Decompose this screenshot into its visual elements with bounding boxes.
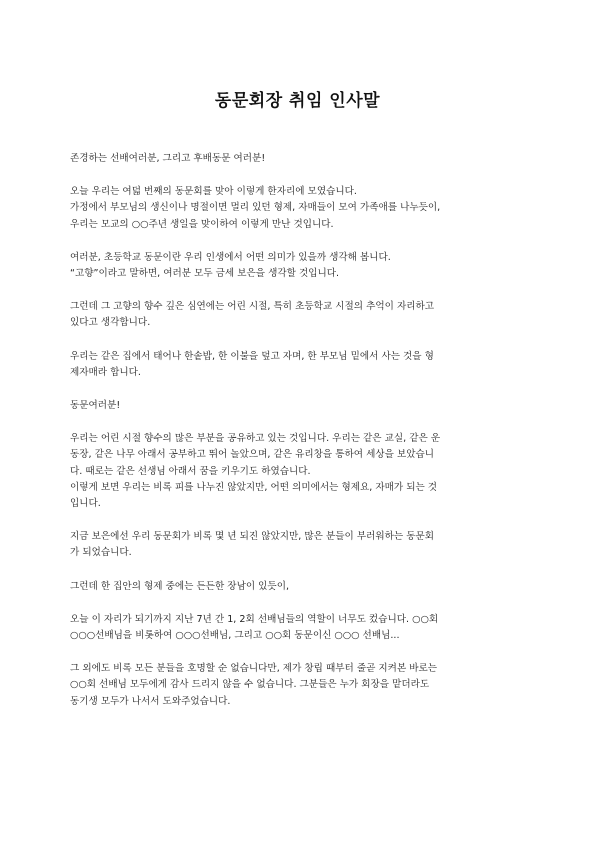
text-line: 입니다. <box>70 498 101 510</box>
text-line: 가정에서 부모님의 생신이나 명절이면 멀리 있던 형제, 자매들이 모여 가족애를 나누듯이, <box>70 202 441 214</box>
paragraph <box>70 184 526 233</box>
text-line: ○○○선배님을 비롯하여 ○○○선배님, 그리고 ○○회 동문이신 ○○○ 선배님... <box>70 630 400 642</box>
text-line: 그 외에도 비록 모든 분들을 호명할 순 없습니다만, 제가 창립 때부터 줄곧 지켜본 바로는 <box>70 663 438 675</box>
text-line: 동장, 같은 나무 아래서 공부하고 뛰어 놀았으며, 같은 유리창을 통하여 세상을 보았습니 <box>70 449 435 461</box>
text-line: “고향”이라고 말하면, 여러분 모두 금세 보은을 생각할 것입니다. <box>70 268 340 280</box>
text-line: 이렇게 보면 우리는 비록 피를 나누진 않았지만, 어떤 의미에서는 형제요, 자매가 되는 것 <box>70 481 438 493</box>
text-line: 존경하는 선배여러분, 그리고 후배동문 여러분! <box>70 153 266 164</box>
document-body <box>70 151 526 727</box>
text-line: 제자매라 합니다. <box>70 366 141 378</box>
text-line: 우리는 어린 시절 향수의 많은 부분을 공유하고 있는 것입니다. 우리는 같은 교실, 같은 운 <box>70 433 441 445</box>
text-line: 우리는 같은 집에서 태어나 한솥밥, 한 이불을 덮고 자며, 한 부모님 밑에서 사는 것을 형 <box>70 350 434 362</box>
text-line: 동기생 모두가 나서서 도와주었습니다. <box>70 695 231 707</box>
paragraph <box>70 299 526 331</box>
text-line: 다. 때로는 같은 선생님 아래서 꿈을 키우기도 하였습니다. <box>70 465 311 477</box>
text-line: 그런데 그 고향의 향수 깊은 심연에는 어린 시절, 특히 초등학교 시절의 추억이 자리하고 <box>70 301 435 313</box>
text-line: ○○회 선배님 모두에게 감사 드리지 않을 수 없습니다. 그분들은 누가 회장을 맡더라도 <box>70 679 430 691</box>
text-line: 동문여러분! <box>70 400 121 412</box>
text-line: 가 되었습니다. <box>70 547 132 559</box>
paragraph <box>70 579 526 595</box>
text-line: 오늘 이 자리가 되기까지 지난 7년 간 1, 2회 선배님들의 역할이 너무도 컸습니다. ○○회 <box>70 613 439 625</box>
paragraph <box>70 612 526 644</box>
text-line: 여러분, 초등학교 동문이란 우리 인생에서 어떤 의미가 있을까 생각해 봅니다. <box>70 251 391 263</box>
paragraph <box>70 349 526 381</box>
paragraph-greeting <box>70 151 526 167</box>
text-line: 그런데 한 집안의 형제 중에는 든든한 장남이 있듯이, <box>70 580 290 592</box>
text-line: 지금 보은에선 우리 동문회가 비록 몇 년 되진 않았지만, 많은 분들이 부러워하는 동문회 <box>70 531 435 543</box>
paragraph <box>70 661 526 710</box>
document-title: 동문회장 취임 인사말 <box>214 91 381 111</box>
text-line: 오늘 우리는 여덟 번째의 동문회를 맞아 이렇게 한자리에 모였습니다. <box>70 186 357 198</box>
paragraph <box>70 250 526 282</box>
paragraph-salutation <box>70 398 526 414</box>
paragraph <box>70 431 526 512</box>
paragraph <box>70 529 526 561</box>
text-line: 우리는 모교의 ○○주년 생일을 맞이하여 이렇게 만난 것입니다. <box>70 218 334 230</box>
text-line: 있다고 생각합니다. <box>70 317 151 329</box>
